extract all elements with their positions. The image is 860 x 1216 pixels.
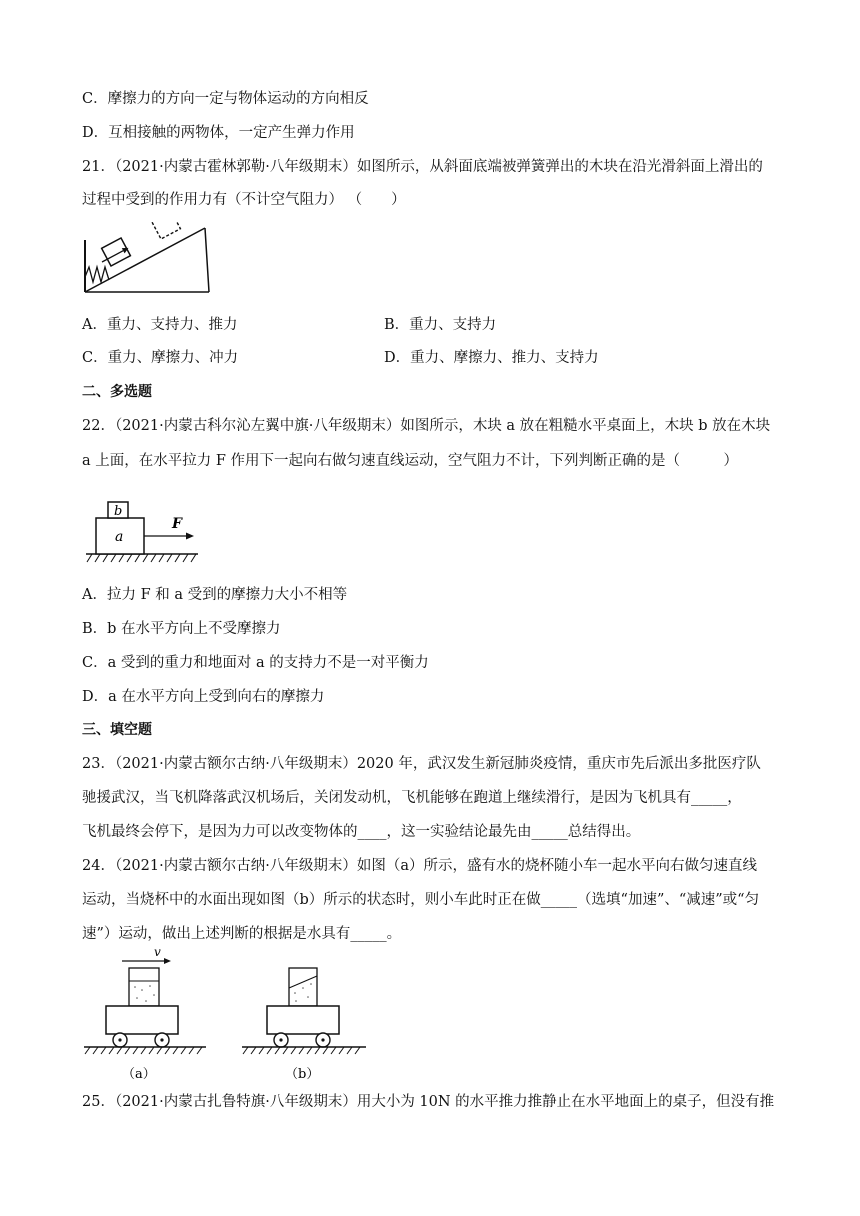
q20-option-c: C．摩擦力的方向一定与物体运动的方向相反	[82, 91, 369, 107]
q22-fig-label-a: a	[115, 529, 124, 545]
q21-stem-line2: 过程中受到的作用力有（不计空气阻力） （ ）	[82, 192, 406, 208]
q25-line1: 25．（2021·内蒙古扎鲁特旗·八年级期末）用大小为 10N 的水平推力推静止在水平地面上的桌子，但没有推	[82, 1094, 775, 1110]
section-2-title: 二、多选题	[82, 384, 152, 400]
q20-option-d: D．互相接触的两物体，一定产生弹力作用	[82, 125, 355, 141]
q21-option-a: A．重力、支持力、推力	[82, 317, 238, 333]
q24-cart-figure	[82, 948, 372, 1082]
q23-line2: 驰援武汉，当飞机降落武汉机场后，关闭发动机，飞机能够在跑道上继续滑行，是因为飞机具有_____，	[82, 790, 742, 806]
q22-fig-label-f: F	[172, 516, 182, 532]
q23-line1: 23．（2021·内蒙古额尔古纳·八年级期末）2020 年，武汉发生新冠肺炎疫情，重庆市先后派出多批医疗队	[82, 756, 761, 772]
q24-line3: 速”）运动，做出上述判断的根据是水具有_____。	[82, 926, 402, 942]
q22-block-figure	[86, 498, 202, 570]
q24-fig-caption-a: （a）	[122, 1067, 156, 1082]
q24-fig-caption-b: （b）	[285, 1067, 320, 1082]
q22-option-b: B．b 在水平方向上不受摩擦力	[82, 621, 281, 637]
q21-option-b: B．重力、支持力	[384, 317, 497, 333]
q21-stem-line1: 21．（2021·内蒙古霍林郭勒·八年级期末）如图所示，从斜面底端被弹簧弹出的木块在沿光滑斜面上滑出的	[82, 159, 763, 175]
q22-stem-line2: a 上面，在水平拉力 F 作用下一起向右做匀速直线运动，空气阻力不计，下列判断正确的是（ ）	[82, 453, 739, 469]
q24-line2: 运动，当烧杯中的水面出现如图（b）所示的状态时，则小车此时正在做_____（选填“加速”、“减速”或“匀	[82, 892, 760, 908]
section-3-title: 三、填空题	[82, 722, 152, 738]
q21-option-c: C．重力、摩擦力、冲力	[82, 350, 239, 366]
q22-fig-label-b: b	[114, 504, 123, 519]
q21-option-d: D．重力、摩擦力、推力、支持力	[384, 350, 599, 366]
q24-fig-label-v: v	[154, 948, 161, 959]
q22-stem-line1: 22．（2021·内蒙古科尔沁左翼中旗·八年级期末）如图所示，木块 a 放在粗糙水平桌面上，木块 b 放在木块	[82, 418, 771, 434]
q23-line3: 飞机最终会停下，是因为力可以改变物体的____，这一实验结论最先由_____总结得出。	[82, 824, 641, 840]
q22-option-a: A．拉力 F 和 a 受到的摩擦力大小不相等	[82, 587, 348, 603]
q21-incline-figure	[82, 222, 217, 294]
q22-option-c: C．a 受到的重力和地面对 a 的支持力不是一对平衡力	[82, 655, 429, 671]
q22-option-d: D．a 在水平方向上受到向右的摩擦力	[82, 689, 325, 705]
q24-line1: 24．（2021·内蒙古额尔古纳·八年级期末）如图（a）所示，盛有水的烧杯随小车一起水平向右做匀速直线	[82, 858, 757, 874]
